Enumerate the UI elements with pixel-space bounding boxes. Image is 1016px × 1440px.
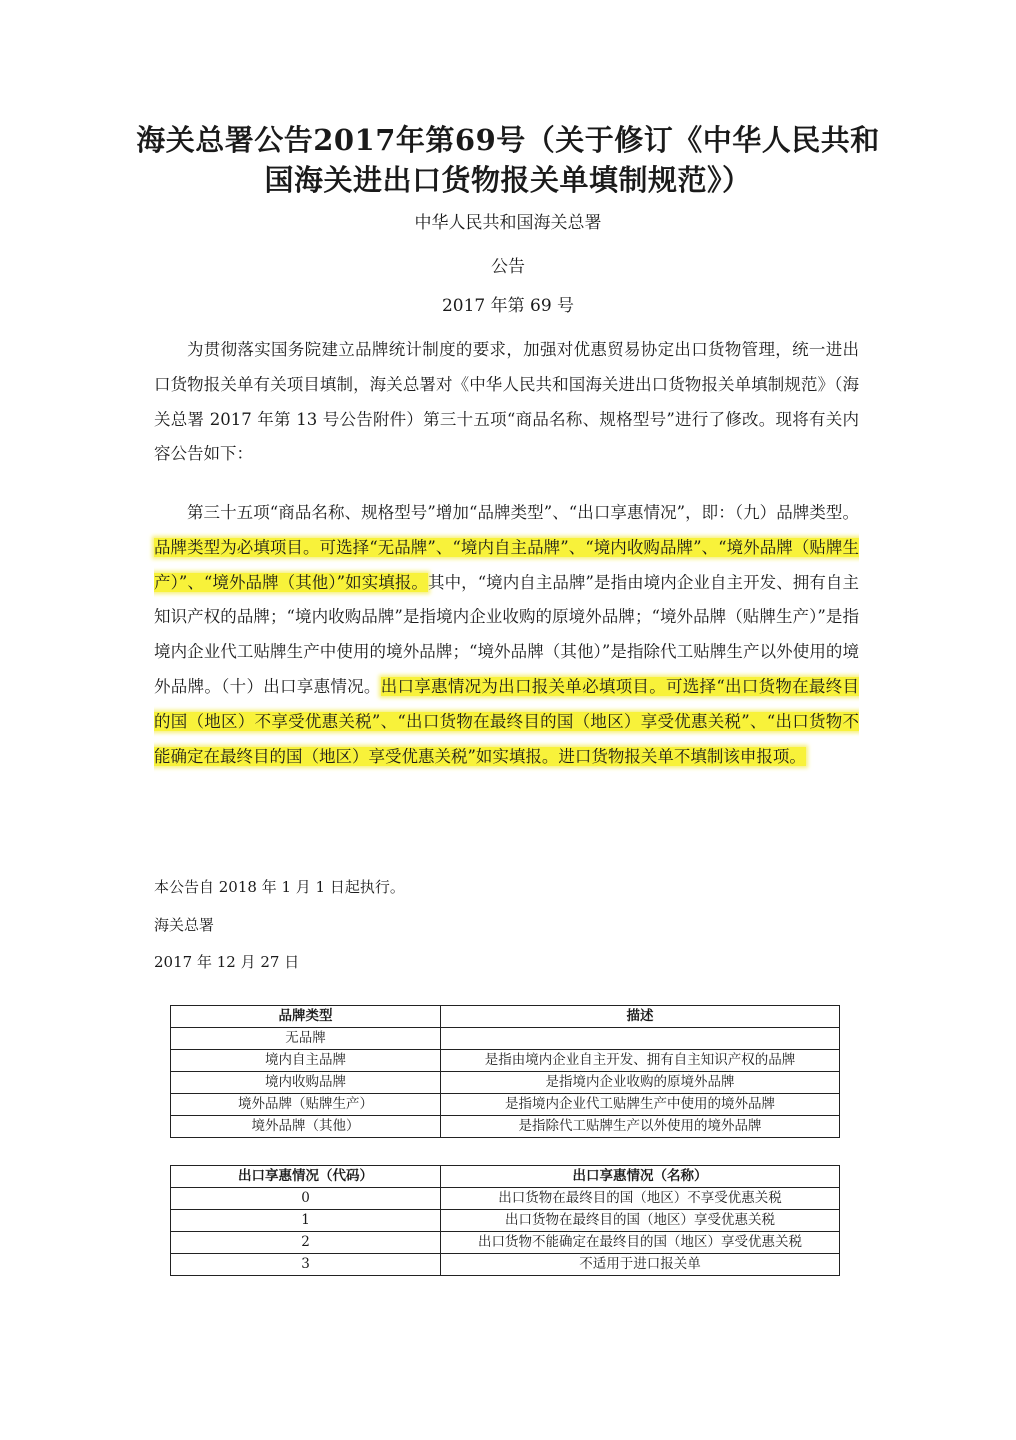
table-cell: 境外品牌（贴牌生产）: [171, 1094, 441, 1116]
table-row: [171, 1188, 840, 1210]
brand-type-table: [170, 1005, 840, 1138]
table-row: [171, 1050, 840, 1072]
table-row: [171, 1028, 840, 1050]
table-row: [171, 1116, 840, 1138]
document-title: [120, 120, 896, 200]
table-cell: 3: [171, 1254, 441, 1276]
table-cell: [441, 1028, 840, 1050]
table-header-row: [171, 1166, 840, 1188]
title-line-1: 海关总署公告2017年第69号（关于修订《中华人民共和: [136, 123, 880, 157]
table-cell: 2: [171, 1232, 441, 1254]
export-preference-table: [170, 1165, 840, 1276]
table-cell: 境内自主品牌: [171, 1050, 441, 1072]
body-text-2: 其中，“境内自主品牌”是指由境内企业自主开发、拥有自主知识产权的品牌；“境内收购品牌”是指境内企业收购的原境外品牌；“境外品牌（贴牌生产）”是指境内企业代工贴牌生产中使用的境外品牌；“境外品牌（其他）”是指除代工贴牌生产以外使用的境外品牌。（十）出口享惠情况。: [154, 572, 859, 696]
column-header: 描述: [441, 1006, 840, 1028]
doc-type: 公告: [491, 257, 525, 277]
table-cell: 无品牌: [171, 1028, 441, 1050]
issuer: 中华人民共和国海关总署: [414, 213, 602, 233]
table-cell: 是指境内企业收购的原境外品牌: [441, 1072, 840, 1094]
table-cell: 出口货物在最终目的国（地区）不享受优惠关税: [441, 1188, 840, 1210]
table-cell: 是指由境内企业自主开发、拥有自主知识产权的品牌: [441, 1050, 840, 1072]
highlight-brand-type: 品牌类型为必填项目。可选择“无品牌”、“境内自主品牌”、“境内收购品牌”、“境外品牌（贴牌生产）”、“境外品牌（其他）”如实填报。: [154, 537, 859, 592]
table-row: [171, 1232, 840, 1254]
body-text-1: 第三十五项“商品名称、规格型号”增加“品牌类型”、“出口享惠情况”，即：（九）品牌类型。: [187, 503, 859, 522]
table-cell: 境内收购品牌: [171, 1072, 441, 1094]
table-cell: 0: [171, 1188, 441, 1210]
doc-number: 2017 年第 69 号: [441, 296, 575, 316]
body-paragraph: [154, 496, 859, 774]
table-row: [171, 1210, 840, 1232]
signature: 海关总署: [154, 916, 215, 934]
table-cell: 是指除代工贴牌生产以外使用的境外品牌: [441, 1116, 840, 1138]
column-header: 出口享惠情况（代码）: [171, 1166, 441, 1188]
effective-date-statement: 本公告自 2018 年 1 月 1 日起执行。: [154, 878, 405, 896]
title-line-2: 国海关进出口货物报关单填制规范》）: [264, 163, 752, 197]
column-header: 出口享惠情况（名称）: [441, 1166, 840, 1188]
table-row: [171, 1094, 840, 1116]
table-row: [171, 1254, 840, 1276]
table-cell: 出口货物不能确定在最终目的国（地区）享受优惠关税: [441, 1232, 840, 1254]
table-cell: 出口货物在最终目的国（地区）享受优惠关税: [441, 1210, 840, 1232]
table-header-row: [171, 1006, 840, 1028]
highlight-export-preference: 出口享惠情况为出口报关单必填项目。可选择“出口货物在最终目的国（地区）不享受优惠关税”、“出口货物在最终目的国（地区）享受优惠关税”、“出口货物不能确定在最终目的国（地区）享受优惠关税”如实填报。进口货物报关单不填制该申报项。: [154, 676, 859, 766]
table-cell: 境外品牌（其他）: [171, 1116, 441, 1138]
table-cell: 不适用于进口报关单: [441, 1254, 840, 1276]
table-cell: 1: [171, 1210, 441, 1232]
table-row: [171, 1072, 840, 1094]
issue-date: 2017 年 12 月 27 日: [154, 953, 300, 971]
table-cell: 是指境内企业代工贴牌生产中使用的境外品牌: [441, 1094, 840, 1116]
intro-paragraph: 为贯彻落实国务院建立品牌统计制度的要求，加强对优惠贸易协定出口货物管理，统一进出口货物报关单有关项目填制，海关总署对《中华人民共和国海关进出口货物报关单填制规范》（海关总署 2017 年第 13 号公告附件）第三十五项“商品名称、规格型号”进行了修改。现将有关内容公告如下：: [154, 340, 859, 464]
column-header: 品牌类型: [171, 1006, 441, 1028]
